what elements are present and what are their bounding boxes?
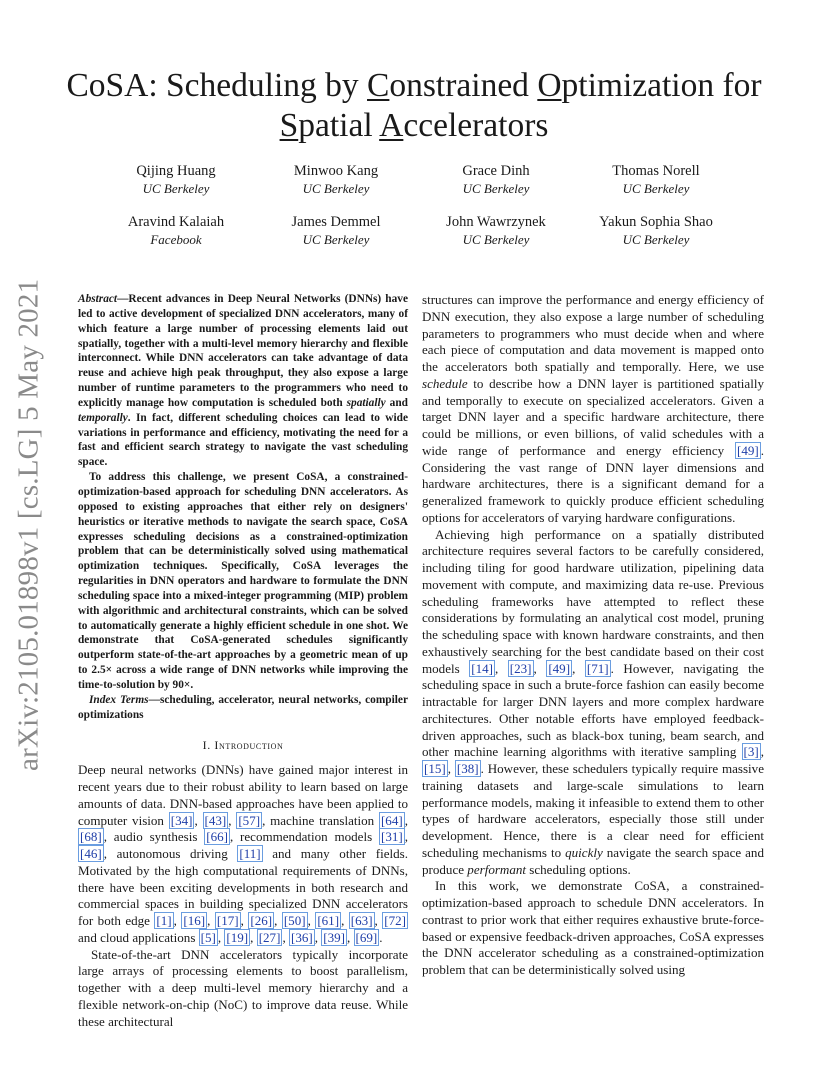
section-heading: I. Introduction: [202, 738, 284, 753]
citation-link[interactable]: [66]: [206, 829, 228, 845]
index-terms: Index Terms—scheduling, accelerator, neural networks, compiler optimizations: [78, 693, 408, 721]
author-block: [256, 163, 416, 197]
author-name: James Demmel: [291, 214, 381, 230]
citation-link[interactable]: [57]: [238, 812, 261, 828]
author-block: [256, 214, 416, 248]
citation-link[interactable]: [5]: [200, 929, 216, 945]
author-row-2: [96, 214, 736, 248]
citation-link[interactable]: [69]: [355, 929, 378, 945]
author-name: Thomas Norell: [612, 163, 700, 179]
citation-link[interactable]: [50]: [283, 913, 306, 929]
author-block: [96, 163, 256, 197]
citation-link[interactable]: [1]: [156, 913, 172, 929]
citation-link[interactable]: [39]: [323, 929, 345, 945]
abstract-paragraph: To address this challenge, we present CoSA, a constrained-optimization-based approach for scheduling DNN accelerators. As opposed to existing approaches that either rely on designers' heuristics or iterative methods to navigate the search space, CoSA expresses scheduling decisions as a constrained-optimization problem that can be deterministically solved using mathematical optimization techniques. Specifically, CoSA leverages the regularities in DNN operators and hardware to formulate the DNN scheduling space into a mixed-integer programming (MIP) problem with algorithmic and architectural constraints, which can be solved to automatically generate a highly efficient schedule in one shot. We demonstrate that CoSA-generated schedules significantly outperform state-of-the-art approaches by a geometric mean of up to 2.5× across a wide range of DNN networks while improving the time-to-solution by 90×.: [78, 471, 408, 691]
author-affiliation: UC Berkeley: [142, 181, 210, 196]
author-row-1: [96, 163, 736, 197]
citation-link[interactable]: [49]: [736, 442, 759, 458]
citation-link[interactable]: [36]: [290, 929, 313, 945]
abstract-paragraph: Abstract—Recent advances in Deep Neural Networks (DNNs) have led to active development of specialized DNN accelerators, many of which feature a large number of processing elements laid out spatially, together with a multi-level memory hierarchy and flexible interconnect. While DNN accelerators can take advantage of data reuse and achieve high peak throughput, they also expose a large number of runtime parameters to the programmers who need to explicitly manage how computation is scheduled both spatially and temporally. In fact, different scheduling choices can lead to wide variations in performance and efficiency, motivating the need for a fast and efficient search strategy to navigate the vast scheduling space.: [78, 293, 408, 469]
citation-link[interactable]: [72]: [384, 913, 407, 929]
citation-link[interactable]: [11]: [239, 846, 261, 862]
citation-link[interactable]: [15]: [424, 761, 446, 776]
author-affiliation: UC Berkeley: [622, 181, 690, 196]
right-column: [422, 292, 764, 979]
author-name: Aravind Kalaiah: [127, 214, 225, 230]
author-affiliation: Facebook: [150, 232, 202, 247]
citation-link[interactable]: [38]: [456, 761, 479, 776]
author-affiliation: UC Berkeley: [462, 181, 530, 196]
citation-link[interactable]: [23]: [509, 660, 532, 676]
citation-link[interactable]: [46]: [80, 846, 102, 862]
citation-link[interactable]: [14]: [471, 660, 493, 676]
citation-link[interactable]: [68]: [80, 829, 102, 845]
citation-link[interactable]: [3]: [743, 744, 759, 760]
author-block: [416, 214, 576, 248]
author-block: [416, 163, 576, 197]
body-paragraph: State-of-the-art DNN accelerators typically incorporate large arrays of processing elements to boost parallelism, together with a deep multi-level memory hierarchy and a flexible network-on-chip (NoC) to improve data reuse. While these architectural: [78, 946, 408, 1029]
abstract-label: Abstract: [78, 293, 118, 305]
author-affiliation: UC Berkeley: [462, 232, 530, 247]
body-paragraph: Achieving high performance on a spatially distributed architecture requires several factors to be carefully considered, including tiling for good hardware utilization, pipelining data movement with compute, and maximizing data re-use. Previous scheduling frameworks have attempted to reflect these considerations by formulating an analytical cost model, pruning the scheduling space with known hardware constraints, and then exhaustively searching for the best candidate based on their cost models [14] , [23] , [49] , [71] . However, navigating the scheduling space in such a brute-force fashion can easily become intractable for larger DNN layers and more complex hardware architectures. Other notable efforts have employed feedback-driven approaches, such as black-box tuning, beam search, and other machine learning algorithms with iterative sampling [3] , [15] , [38] . However, these schedulers typically require massive training datasets and large-scale simulations to learn performance models, making it infeasible to extend them to other types of hardware accelerators, especially those still under development. Hence, there is a clear need for efficient scheduling mechanisms to quickly navigate the search space and produce performant scheduling options.: [422, 526, 765, 877]
abstract: [78, 292, 408, 722]
author-name: Yakun Sophia Shao: [599, 214, 713, 230]
author-name: Grace Dinh: [462, 163, 530, 179]
citation-link[interactable]: [43]: [204, 812, 227, 828]
author-name: Qijing Huang: [136, 163, 216, 179]
author-affiliation: UC Berkeley: [622, 232, 690, 247]
citation-link[interactable]: [61]: [317, 913, 340, 929]
author-block: [576, 214, 736, 248]
citation-link[interactable]: [64]: [380, 812, 403, 828]
author-block: [96, 214, 256, 248]
body-paragraph: Deep neural networks (DNNs) have gained major interest in recent years due to their robust ability to learn based on large amounts of data. DNN-based approaches have been applied to computer vision [34] , [43] , [57] , machine translation [64] , [68] , audio synthesis [66] , recommendation models [31] , [46] , autonomous driving [11] and many other fields. Motivated by the high computational requirements of DNNs, there have been exciting developments in both research and commercial spaces in building specialized DNN accelerators for both edge [1] , [16] , [17] , [26] , [50] , [61] , [63] , [72] and cloud applications [5] , [19] , [27] , [36] , [39] , [69] .: [78, 762, 408, 945]
citation-link[interactable]: [71]: [586, 660, 609, 676]
author-name: John Wawrzynek: [446, 214, 546, 230]
body-paragraph: structures can improve the performance and energy efficiency of DNN execution, they also expose a large number of scheduling parameters to programmers who must decide when and where each piece of computation and data movement is mapped onto the accelerators both spatially and temporally. Here, we use schedule to describe how a DNN layer is partitioned spatially and temporally to execute on specialized accelerators. Given a target DNN layer and a specific hardware architecture, there could be millions, or even billions, of valid schedules with a wide range of performance and energy efficiency [49] . Considering the vast range of DNN layer dimensions and hardware architectures, there is a significant demand for a generalized framework to quickly produce efficient scheduling options for accelerators of varying hardware configurations.: [422, 292, 764, 525]
citation-link[interactable]: [31]: [380, 829, 403, 845]
citation-link[interactable]: [17]: [216, 913, 239, 929]
citation-link[interactable]: [34]: [170, 812, 193, 828]
citation-link[interactable]: [63]: [350, 913, 373, 929]
author-affiliation: UC Berkeley: [302, 181, 370, 196]
citation-link[interactable]: [26]: [250, 913, 273, 929]
left-column: [78, 292, 408, 1030]
citation-link[interactable]: [16]: [183, 913, 206, 929]
author-block: [576, 163, 736, 197]
citation-link[interactable]: [49]: [548, 660, 571, 676]
paper-title: CoSA: Scheduling by Constrained Optimization for Spatial Accelerators: [66, 67, 762, 144]
citation-link[interactable]: [19]: [226, 929, 249, 945]
author-affiliation: UC Berkeley: [302, 232, 370, 247]
body-paragraph: In this work, we demonstrate CoSA, a constrained-optimization-based approach to schedule DNN accelerators. In contrast to prior work that either requires exhaustive brute-force-based or expensive feedback-driven approaches, CoSA expresses the DNN accelerator scheduling as a constrained-optimization problem that can be deterministically solved using: [422, 878, 764, 977]
arxiv-identifier: arXiv:2105.01898v1 [cs.LG] 5 May 2021: [12, 278, 45, 772]
index-terms-label: Index Terms: [89, 693, 149, 706]
citation-link[interactable]: [27]: [258, 929, 281, 945]
author-name: Minwoo Kang: [293, 163, 379, 179]
